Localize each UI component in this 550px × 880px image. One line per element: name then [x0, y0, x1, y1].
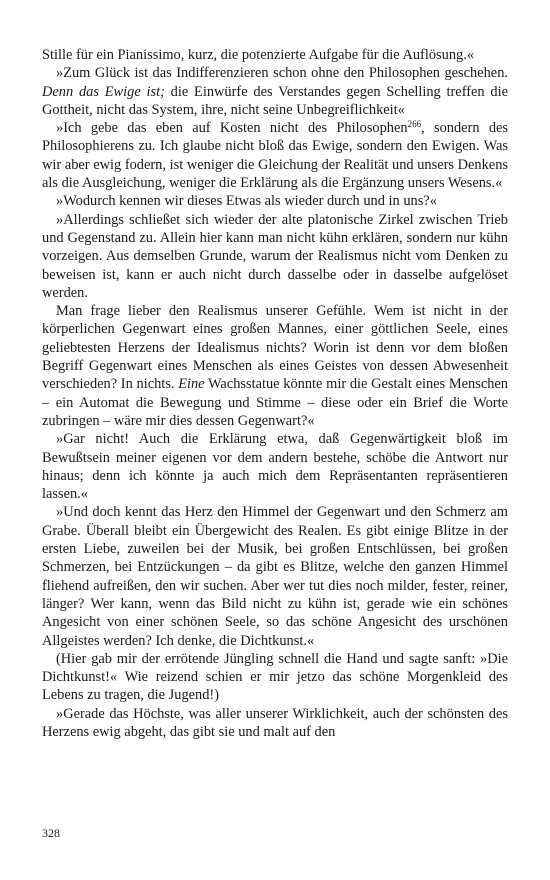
text-run: (Hier gab mir der errötende Jüngling schnell die Hand und sagte sanft: »Die Dichtkunst!« Wie reizend schien er mir jetzo das schöne Morgenkleid des Lebens zu tragen, die Jugend!) — [42, 650, 508, 704]
text-run: »Allerdings schließet sich wieder der alte platonische Zirkel zwischen Trieb und Gegenstand zu. Allein hier kann man nicht kühn erklären, sondern nur kühn vorzeigen. Aus demselben Grunde, warum der Realismus nicht vom Denken zu beweisen ist, kann er auch nicht durch dasselbe oder in dasselbe aufgelöset werden. — [42, 211, 508, 301]
text-run: »Wodurch kennen wir dieses Etwas als wieder durch und in uns?« — [56, 193, 437, 210]
text-run: Wachsstatue könnte mir die Gestalt eines Menschen – ein Automat die Bewegung und Stimme – diese oder ein Brief die Worte zubringen – wäre mir dies dessen Gegenwart?« — [42, 376, 508, 429]
paragraph — [42, 503, 508, 649]
text-run: , sondern des Philosophierens zu. Ich glaube nicht bloß das Ewige, sondern den Ewigen. Was wir aber ewig fodern, ist weniger die Gleichung der Realität und unsers Denkens als die Ausgleichung, weniger die Erklärung als die Ergänzung unsers Wesens.« — [42, 120, 508, 192]
paragraph — [42, 302, 508, 430]
paragraph — [42, 64, 508, 119]
paragraph — [42, 430, 508, 503]
body-text — [42, 46, 508, 741]
text-run: »Gar nicht! Auch die Erklärung etwa, daß Gegenwärtigkeit bloß im Bewußtsein meiner eigenen vor dem andern bestehe, schöbe die Antwort nur hinaus; denn ich könnte ja auch mich dem Repräsentanten repräsentieren lassen.« — [42, 431, 508, 503]
text-run: »Und doch kennt das Herz den Himmel der Gegenwart und den Schmerz am Grabe. Überall bleibt ein Übergewicht des Realen. Es gibt einige Blitze in der ersten Liebe, zuweilen bei der Musik, bei großen Entschlüssen, bei großen Schmerzen, bei Entzückungen – da gibt es Blitze, welche den ganzen Himmel fliehend aufreißen, den wir suchen. Aber wer tut dies noch milder, fester, reiner, länger? Wer kann, wenn das Bild nicht zu kühn ist, gerade wie ein schönes Angesicht von einer schönen Seele, so das schöne Angesicht des urschönen Allgeistes werden? Ich denke, die Dichtkunst.« — [42, 504, 508, 649]
italic-run: Denn das Ewige ist; — [42, 83, 165, 100]
paragraph — [42, 119, 508, 192]
text-run: »Gerade das Höchste, was aller unserer Wirklichkeit, auch der schönsten des Herzens ewig abgeht, das gibt sie und malt auf den — [42, 705, 508, 740]
paragraph — [42, 650, 508, 705]
text-run: Stille für ein Pianissimo, kurz, die potenzierte Aufgabe für die Auflösung.« — [42, 47, 475, 63]
italic-run: Eine — [178, 376, 205, 393]
text-run: »Ich gebe das eben auf Kosten nicht des Philosophen — [56, 120, 408, 137]
paragraph — [42, 705, 508, 742]
paragraph — [42, 211, 508, 302]
paragraph — [42, 192, 508, 210]
footnote-marker: 266 — [407, 119, 422, 130]
text-run: Man frage lieber den Realismus unserer Gefühle. Wem ist nicht in der körperlichen Gegenwart eines großen Mannes, einer göttlichen Seele, eines geliebtesten Herzens der Idealismus nichts? Worin ist denn vor dem bloßen Begriff Gegenwart eines Menschen als eines Geistes von dessen Abwesenheit verschieden? In nichts. — [42, 303, 508, 393]
page-number: 328 — [42, 826, 60, 840]
paragraph — [42, 46, 508, 64]
text-run: die Einwürfe des Verstandes gegen Schelling treffen die Gottheit, nicht das System, ihre, nicht seine Unbegreiflichkeit« — [42, 83, 508, 118]
text-run: »Zum Glück ist das Indifferenzieren schon ohne den Philosophen geschehen. — [56, 65, 508, 82]
